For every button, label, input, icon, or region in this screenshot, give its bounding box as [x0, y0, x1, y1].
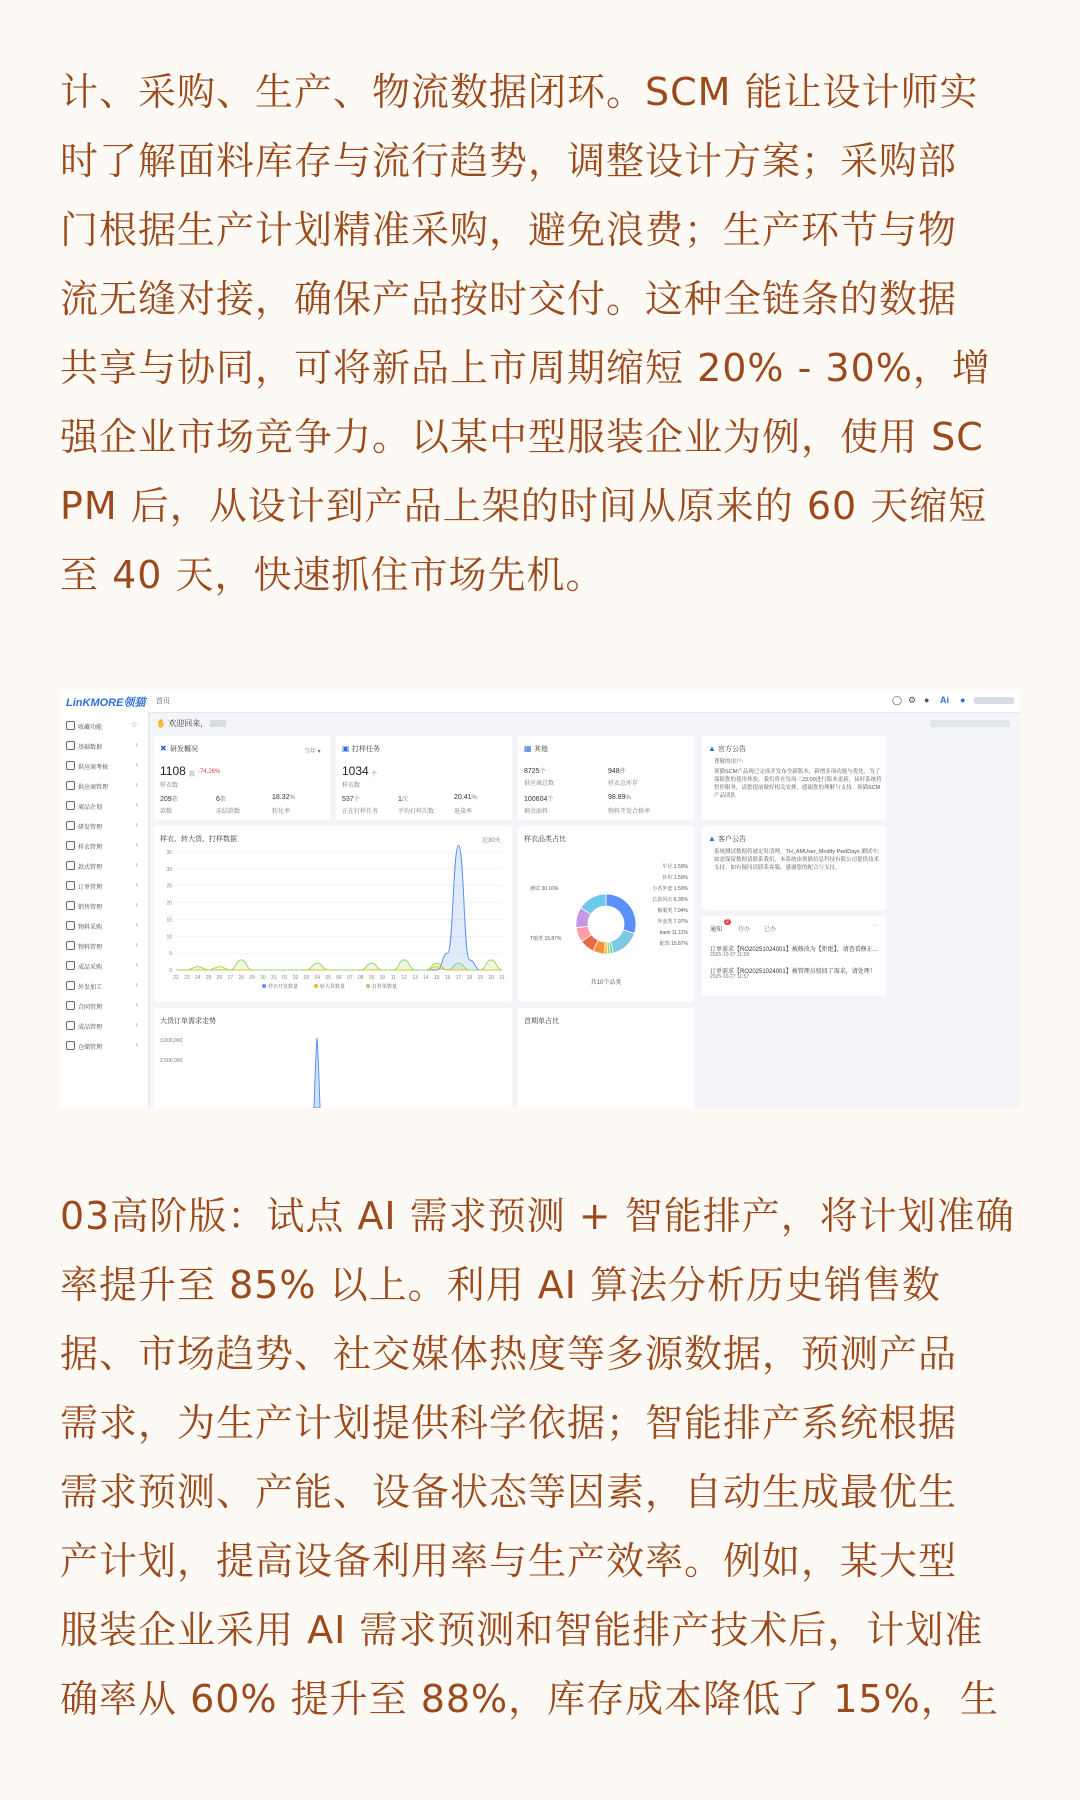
- x-tick-label: 12: [401, 975, 407, 981]
- sidebar-item-label: 销售管理: [78, 905, 103, 911]
- paragraph-line: 确率从 60% 提升至 88%，库存成本降低了 15%，生: [60, 1677, 999, 1721]
- x-tick-label: 29: [249, 975, 255, 981]
- chart-title: 大货订单需求走势: [160, 1018, 216, 1025]
- bell-icon[interactable]: ◯: [892, 695, 903, 705]
- username-blurred: [210, 720, 226, 727]
- supplier-icon: [66, 781, 75, 790]
- bulk-trend-chart: [154, 1008, 512, 1108]
- rd-overview-card: ✖ 研发概况 当年 ▾ 1108 款 -74.26% 样衣数 209款 款数 6款 冻结款数 18.32% 转化率: [154, 736, 330, 820]
- paragraph-line: 共享与协同，可将新品上市周期缩短 20% - 30%，增: [60, 346, 991, 390]
- legend-marker[interactable]: [366, 984, 370, 988]
- chevron-right-icon: ›: [135, 1000, 138, 1009]
- style-icon: [66, 861, 75, 870]
- sidebar-item-label: 物料管理: [78, 945, 103, 951]
- ai-icon[interactable]: Ai: [940, 695, 949, 705]
- sidebar-item-label: 成品采购: [78, 965, 103, 971]
- chevron-right-icon: ›: [135, 1020, 138, 1029]
- username-blurred: [974, 697, 1014, 704]
- avatar[interactable]: ●: [960, 695, 966, 705]
- tab-done[interactable]: 已办: [764, 927, 777, 933]
- x-tick-label: 28: [238, 975, 244, 981]
- pie-slice[interactable]: [606, 894, 636, 934]
- material-icon: [66, 941, 75, 950]
- y-tick-label: 10: [166, 934, 172, 941]
- sidebar: [60, 712, 149, 1108]
- sidebar-item-label: 款式管理: [78, 865, 103, 871]
- official-notice-card: ▲ 官方公告 尊敬的用户： 领猫SCM产品现已完成并发布全新版本，新增多项功能与优化，为了保障您的使用体验，我们将在每周三23:00进行版本更新，届时系统将暂停服务，请您提前做好相关安排，感谢您的理解与支持。领猫SCM产品团队: [702, 736, 886, 820]
- slice-label: kami 11.11%: [659, 930, 688, 936]
- paragraph-line: PM 后，从设计到产品上架的时间从原来的 60 天缩短: [60, 484, 988, 528]
- x-tick-label: 03: [303, 975, 310, 981]
- chart-title: 样衣、转大货、打样数据: [160, 836, 237, 843]
- sidebar-item-label: 供应商考核: [78, 765, 109, 771]
- checklist-icon: [66, 761, 75, 770]
- x-tick-label: 16: [444, 975, 451, 981]
- sidebar-item[interactable]: [64, 876, 144, 896]
- bulk-order-trend-card: [154, 1008, 512, 1108]
- x-tick-label: 30: [260, 975, 266, 981]
- other-stats-card: ▦ 其他 8725个 供应商总数 948件 样衣总库存 100604个 剩余面料 98.89% 物料开发合格率: [518, 736, 694, 820]
- category-share-card: [518, 826, 694, 1002]
- chevron-right-icon: ›: [135, 780, 138, 789]
- sidebar-item-label: 供应商管理: [78, 785, 109, 791]
- customer-notice-card: ▲ 客户公告 系统测试数据将被定时清理，TH_AMUser_Modify PwdDays 测试中，如需保留数据请联系我们，本系统由领猫信息科技有限公司提供技术支持，如有疑问请联系客服，感谢您的配合与支持。: [702, 826, 886, 910]
- article-paragraph-1: [60, 58, 1020, 610]
- paragraph-line: 率提升至 85% 以上。利用 AI 算法分析历史销售数: [60, 1263, 941, 1307]
- proofing-count: 1034: [342, 764, 369, 778]
- paragraph-line: 服装企业采用 AI 需求预测和智能排产技术后，计划准: [60, 1608, 984, 1652]
- star-icon: [66, 721, 75, 730]
- translate-icon[interactable]: ⚙: [908, 695, 917, 705]
- pie-slice[interactable]: [610, 930, 634, 953]
- chevron-right-icon: ›: [135, 800, 138, 809]
- y-tick-label: 5: [169, 951, 172, 958]
- slice-label: 针织 1.59%: [662, 875, 688, 881]
- message-item[interactable]: 订单需求【RO20251024001】被管理员驳回了需求，请处理！: [710, 969, 876, 975]
- x-tick-label: 19: [477, 975, 484, 981]
- slice-label: 测试 30.16%: [530, 886, 559, 892]
- sidebar-item[interactable]: [64, 716, 144, 736]
- sidebar-item[interactable]: [64, 956, 144, 976]
- x-tick-label: 15: [434, 975, 440, 981]
- period-label: 近30天: [482, 838, 501, 844]
- chevron-right-icon: ›: [135, 980, 138, 989]
- chart-title: 首期单占比: [524, 1018, 559, 1025]
- sidebar-item[interactable]: [64, 1036, 144, 1056]
- slice-label: 长款风衣 6.35%: [652, 897, 688, 903]
- paragraph-line: 流无缝对接，确保产品按时交付。这种全链条的数据: [60, 277, 958, 321]
- paragraph-line: 门根据生产计划精准采购，避免浪费；生产环节与物: [60, 208, 958, 252]
- axis-tick: 3,000,000: [160, 1038, 183, 1044]
- x-tick-label: 08: [357, 975, 364, 981]
- scm-dashboard-screenshot: [60, 690, 1020, 1108]
- sidebar-item[interactable]: [64, 856, 144, 876]
- sidebar-item-label: 外发加工: [78, 985, 103, 991]
- trend-peak: [314, 1038, 320, 1108]
- legend-label: 打样单数量: [372, 984, 398, 990]
- x-tick-label: 22: [173, 975, 179, 981]
- proofing-task-card: ▣ 打样任务 1034 个 样衣数 537个 正在打样任务 1次 平均打样次数 20.41% 退染率: [336, 736, 512, 820]
- legend-label: 样衣开发数量: [268, 984, 299, 990]
- x-tick-label: 14: [423, 975, 429, 981]
- article-paragraph-2: [60, 1182, 1020, 1734]
- message-panel: 通知 2 待办 已办 ⋯ 订单需求【RO20251024001】被修改为【拒绝】，请查看修正... 2025-10-27 11:58 订单需求【RO20251024001】被管理员驳回了需求，请处理！ 2025-10-27 11:57: [702, 916, 886, 996]
- x-tick-label: 09: [368, 975, 375, 981]
- rd-icon: [66, 821, 75, 830]
- sidebar-item-label: 基础数据: [78, 745, 103, 751]
- sidebar-item-label: 物料采购: [78, 925, 103, 931]
- x-tick-label: 27: [227, 975, 234, 981]
- paragraph-line: 产计划，提高设备利用率与生产效率。例如，某大型: [60, 1539, 958, 1583]
- sample-icon: [66, 841, 75, 850]
- paragraph-line: 时了解面料库存与流行趋势，调整设计方案；采购部: [60, 139, 958, 183]
- y-tick-label: 30: [166, 866, 172, 873]
- chevron-right-icon: ›: [135, 820, 138, 829]
- slice-label: 配饰 15.87%: [659, 941, 688, 947]
- slice-label: 棉服类 7.94%: [657, 908, 688, 914]
- sidebar-item[interactable]: [64, 896, 144, 916]
- tab-todo[interactable]: 待办: [738, 927, 751, 933]
- sidebar-item-label: 商品企划: [78, 805, 103, 811]
- sidebar-item-label: 成品管理: [78, 1025, 103, 1031]
- goods-icon: [66, 1021, 75, 1030]
- x-tick-label: 18: [466, 975, 473, 981]
- x-tick-label: 10: [379, 975, 386, 981]
- x-tick-label: 11: [390, 975, 396, 981]
- sidebar-item-label: 仓储管理: [78, 1045, 103, 1051]
- donut-chart: [518, 826, 694, 1002]
- sales-icon: [66, 901, 75, 910]
- warehouse-icon: [66, 1041, 75, 1050]
- user-icon[interactable]: ●: [924, 695, 930, 705]
- chevron-right-icon: ›: [135, 840, 138, 849]
- purchase-icon: [66, 921, 75, 930]
- chevron-right-icon: ›: [135, 920, 138, 929]
- chevron-right-icon: ›: [135, 900, 138, 909]
- contract-icon: [66, 1001, 75, 1010]
- x-tick-label: 21: [499, 975, 505, 981]
- sidebar-item[interactable]: [64, 816, 144, 836]
- x-tick-label: 17: [455, 975, 462, 981]
- legend-marker[interactable]: [262, 984, 266, 988]
- sidebar-item[interactable]: [64, 756, 144, 776]
- legend-marker[interactable]: [314, 984, 318, 988]
- x-tick-label: 25: [205, 975, 212, 981]
- product-icon: [66, 961, 75, 970]
- paragraph-line: 03高阶版：试点 AI 需求预测 + 智能排产，将计划准确: [60, 1194, 1015, 1238]
- sample-data-line-chart-card: [154, 826, 512, 1002]
- top-bar: [60, 690, 1020, 713]
- chevron-right-icon: ›: [135, 940, 138, 949]
- x-tick-label: 26: [216, 975, 223, 981]
- category-count-label: 共10个品类: [590, 980, 622, 986]
- star-icon: ☆: [130, 720, 138, 729]
- sidebar-item[interactable]: [64, 836, 144, 856]
- paragraph-line: 据、市场趋势、社交媒体热度等多源数据，预测产品: [60, 1332, 958, 1376]
- y-tick-label: 25: [166, 883, 172, 890]
- x-tick-label: 24: [194, 975, 201, 981]
- paragraph-line: 需求，为生产计划提供科学依据；智能排产系统根据: [60, 1401, 958, 1445]
- sidebar-item[interactable]: [64, 796, 144, 816]
- paragraph-line: 计、采购、生产、物流数据闭环。SCM 能让设计师实: [60, 70, 979, 114]
- task-icon: ▣: [342, 744, 350, 753]
- sidebar-item[interactable]: [64, 736, 144, 756]
- sample-count: 1108: [160, 764, 186, 778]
- sidebar-item-label: 订单管理: [78, 885, 103, 891]
- y-tick-label: 15: [166, 917, 172, 924]
- date-blurred: [930, 720, 1010, 727]
- x-tick-label: 01: [281, 975, 288, 981]
- y-tick-label: 0: [169, 968, 172, 974]
- line-chart: [154, 826, 512, 1002]
- x-tick-label: 31: [271, 975, 277, 981]
- plan-icon: [66, 801, 75, 810]
- legend-label: 转大货数量: [320, 984, 346, 990]
- x-tick-label: 23: [184, 975, 190, 981]
- paragraph-line: 强企业市场竞争力。以某中型服装企业为例，使用 SC: [60, 415, 984, 459]
- card-title: 研发概况: [170, 746, 198, 753]
- sidebar-item[interactable]: [64, 776, 144, 796]
- tab-notify[interactable]: 通知: [710, 927, 723, 933]
- first-order-share-card: [518, 1008, 694, 1108]
- x-tick-label: 04: [314, 975, 321, 981]
- x-tick-label: 05: [325, 975, 331, 981]
- paragraph-line: 需求预测、产能、设备状态等因素，自动生成最优生: [60, 1470, 958, 1514]
- chevron-right-icon: ›: [135, 1040, 138, 1049]
- x-tick-label: 02: [292, 975, 299, 981]
- chevron-right-icon: ›: [135, 960, 138, 969]
- y-tick-label: 20: [166, 900, 172, 907]
- slice-label: 牛仔 1.59%: [662, 864, 688, 870]
- chevron-right-icon: ›: [135, 860, 138, 869]
- y-tick-label: 35: [166, 850, 172, 856]
- chevron-right-icon: ›: [135, 880, 138, 889]
- megaphone-icon: ▲: [708, 744, 716, 753]
- chart-title: 样衣品类占比: [524, 836, 566, 843]
- sidebar-item-label: 研发管理: [78, 825, 103, 831]
- tab-home[interactable]: 首页: [156, 698, 170, 705]
- megaphone-icon: ▲: [708, 834, 716, 843]
- x-tick-label: 06: [336, 975, 342, 981]
- slice-label: 外套类 7.97%: [657, 919, 688, 925]
- paragraph-line: 至 40 天，快速抓住市场先机。: [60, 553, 605, 597]
- welcome-message: ✋ 欢迎回来，: [156, 718, 226, 729]
- x-tick-label: 20: [488, 975, 494, 981]
- sidebar-item-label: 样衣管理: [78, 845, 103, 851]
- chevron-right-icon: ›: [135, 740, 138, 749]
- sidebar-item[interactable]: [64, 916, 144, 936]
- notify-badge: 2: [726, 919, 729, 925]
- brand-logo: LinKMORE领猫: [66, 697, 146, 709]
- x-tick-label: 13: [412, 975, 418, 981]
- change-rate: -74.26%: [198, 769, 221, 775]
- slice-label: T恤类 15.87%: [530, 936, 562, 942]
- outsource-icon: [66, 981, 75, 990]
- sidebar-item[interactable]: [64, 996, 144, 1016]
- message-item[interactable]: 订单需求【RO20251024001】被修改为【拒绝】，请查看修正...: [710, 947, 878, 953]
- axis-tick: 2,500,000: [160, 1058, 183, 1064]
- rd-icon: ✖: [160, 744, 167, 753]
- database-icon: [66, 741, 75, 750]
- chevron-right-icon: ›: [135, 760, 138, 769]
- sidebar-item-label: 收藏功能: [78, 725, 103, 731]
- order-icon: [66, 881, 75, 890]
- sidebar-item[interactable]: [64, 936, 144, 956]
- period-select[interactable]: 当年 ▾: [304, 749, 321, 755]
- grid-icon: ▦: [524, 744, 532, 753]
- hand-icon: ✋: [156, 719, 166, 728]
- slice-label: 小香外套 1.59%: [652, 886, 688, 892]
- more-icon[interactable]: ⋯: [872, 923, 878, 929]
- x-tick-label: 07: [347, 975, 353, 981]
- sidebar-item-label: 合同管理: [78, 1005, 103, 1011]
- sidebar-item[interactable]: [64, 976, 144, 996]
- sidebar-item[interactable]: [64, 1016, 144, 1036]
